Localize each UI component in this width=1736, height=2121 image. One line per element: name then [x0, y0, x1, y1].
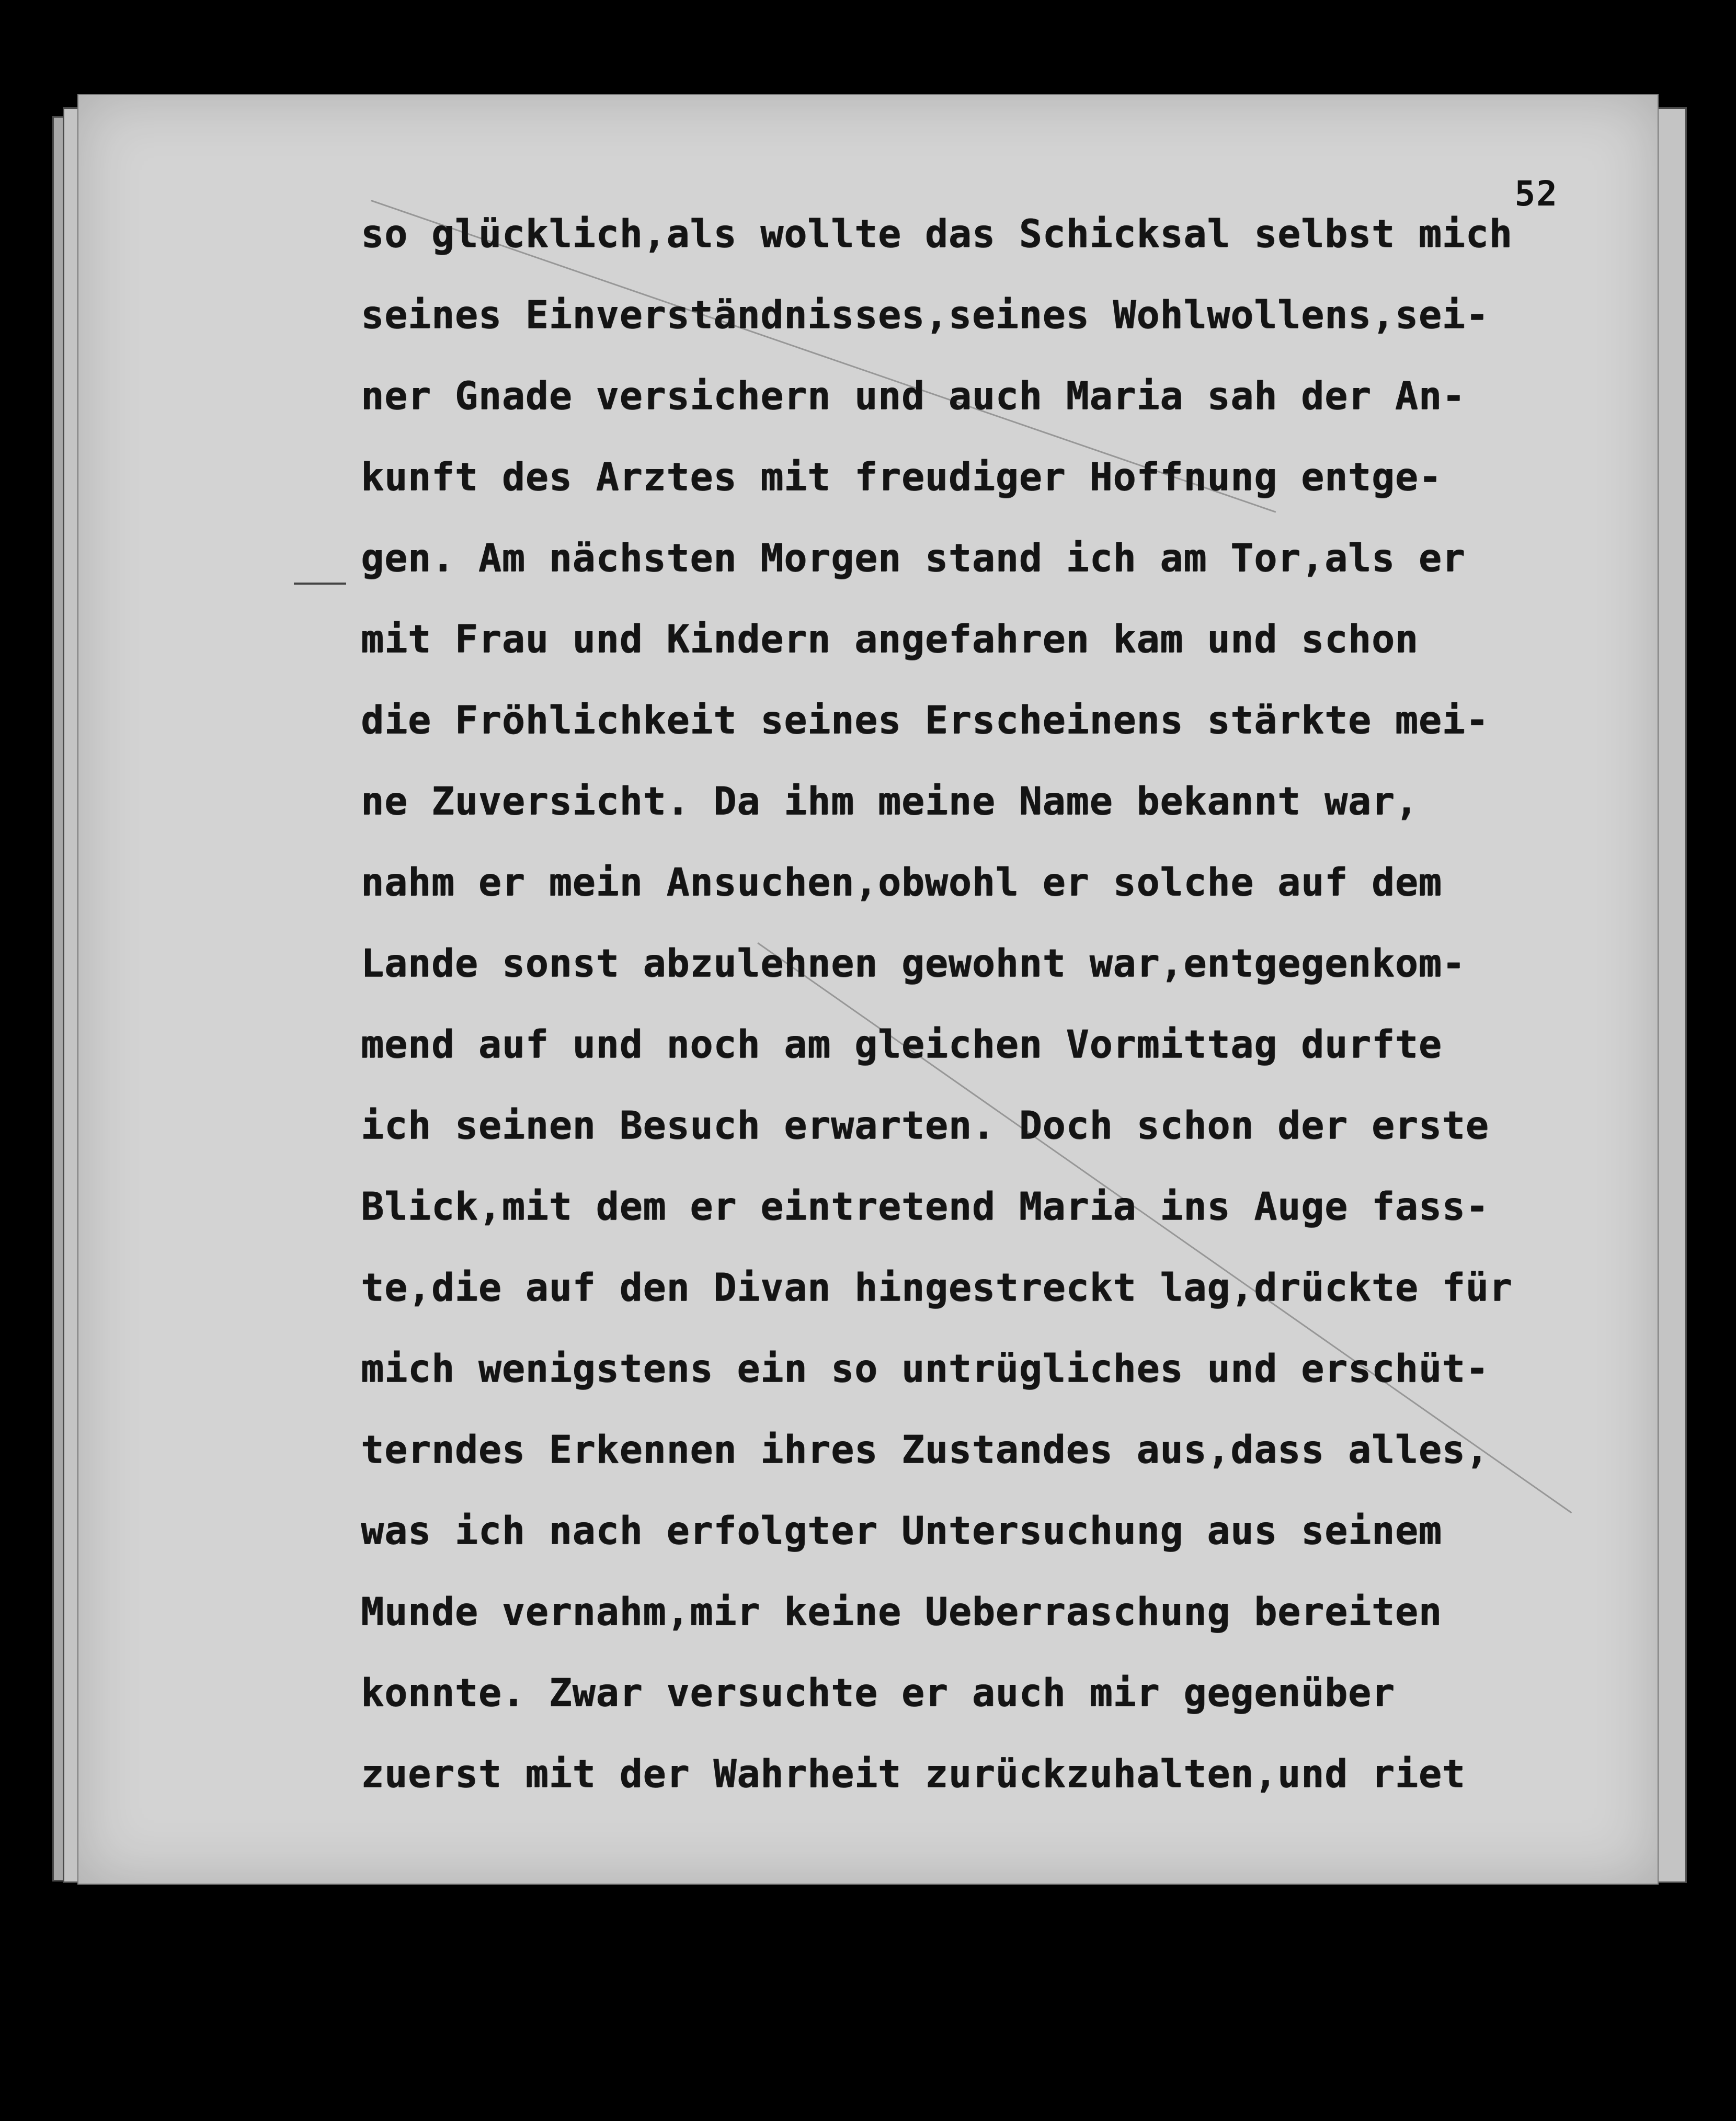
text-line: so glücklich,als wollte das Schicksal selbst mich [361, 212, 1513, 256]
text-line: Lande sonst abzulehnen gewohnt war,entgegenkom- [361, 941, 1466, 986]
text-line: zuerst mit der Wahrheit zurückzuhalten,und riet [361, 1752, 1466, 1796]
text-line: nahm er mein Ansuchen,obwohl er solche auf dem [361, 860, 1442, 905]
text-line: was ich nach erfolgter Untersuchung aus seinem [361, 1509, 1442, 1553]
text-line: konnte. Zwar versuchte er auch mir gegenüber [361, 1671, 1395, 1715]
margin-mark [294, 583, 346, 585]
text-line: terndes Erkennen ihres Zustandes aus,dass alles, [361, 1428, 1489, 1472]
text-line: te,die auf den Divan hingestreckt lag,drückte für [361, 1265, 1513, 1310]
text-line: gen. Am nächsten Morgen stand ich am Tor,als er [361, 536, 1466, 580]
text-line: mend auf und noch am gleichen Vormittag durfte [361, 1022, 1442, 1067]
text-line: mit Frau und Kindern angefahren kam und schon [361, 617, 1419, 662]
text-line: ne Zuversicht. Da ihm meine Name bekannt war, [361, 779, 1419, 824]
page-number: 52 [1514, 174, 1558, 214]
text-line: Blick,mit dem er eintretend Maria ins Auge fass- [361, 1184, 1489, 1229]
text-line: kunft des Arztes mit freudiger Hoffnung entge- [361, 455, 1442, 499]
text-line: ich seinen Besuch erwarten. Doch schon der erste [361, 1103, 1489, 1148]
typewritten-page [77, 94, 1659, 1885]
text-line: Munde vernahm,mir keine Ueberraschung bereiten [361, 1590, 1442, 1634]
text-line: seines Einverständnisses,seines Wohlwollens,sei- [361, 293, 1489, 337]
text-line: ner Gnade versichern und auch Maria sah der An- [361, 374, 1466, 418]
text-line: mich wenigstens ein so untrügliches und erschüt- [361, 1347, 1489, 1391]
text-line: die Fröhlichkeit seines Erscheinens stärkte mei- [361, 698, 1489, 743]
body-text [361, 193, 1668, 1815]
